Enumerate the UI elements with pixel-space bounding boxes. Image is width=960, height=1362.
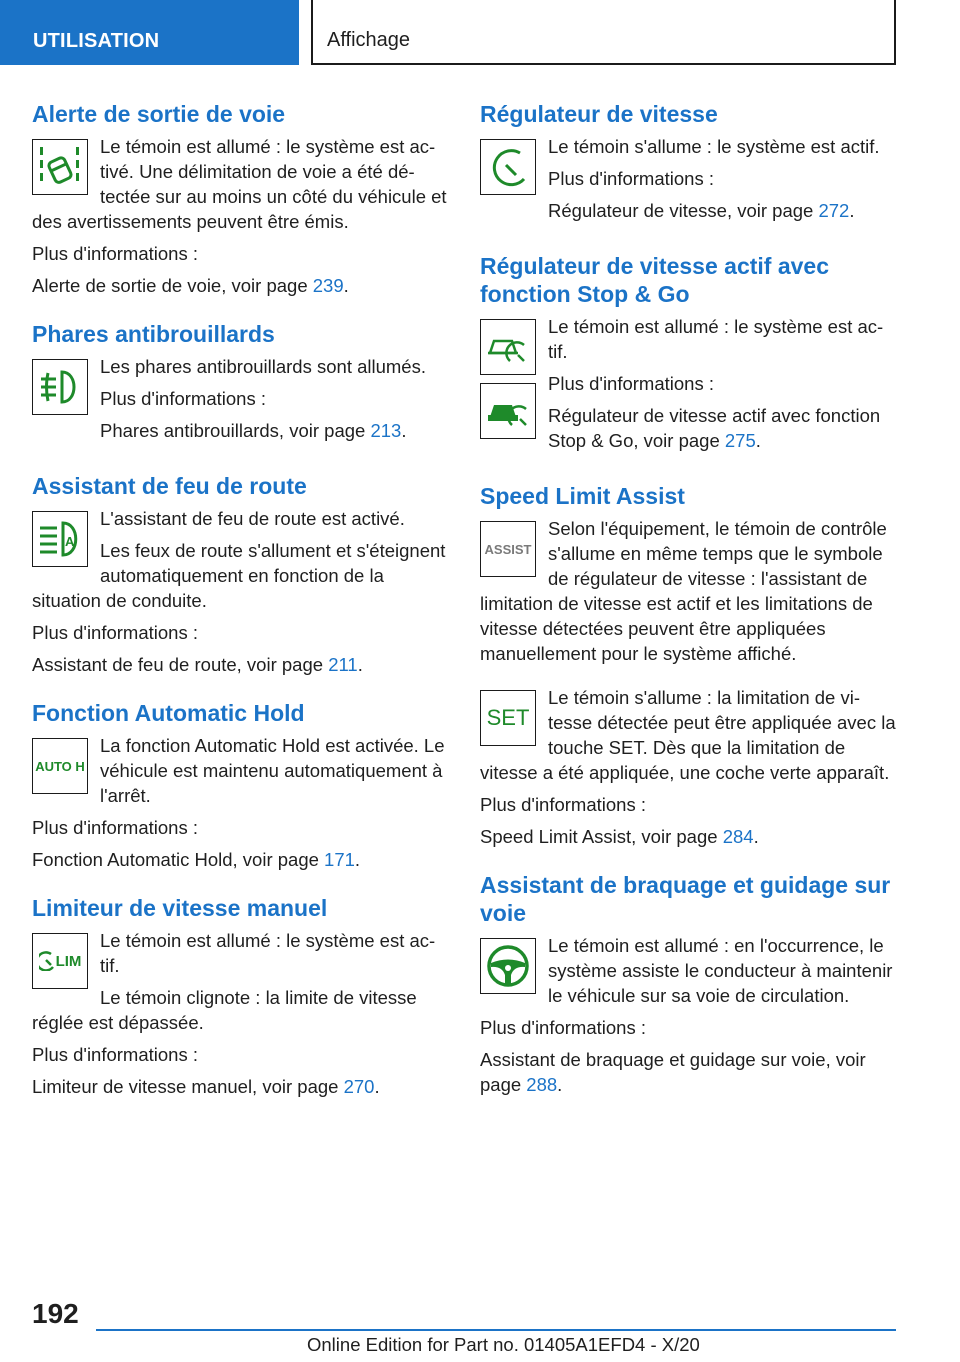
page-reference-text: Speed Limit Assist, voir page	[480, 826, 723, 847]
section-detail: Les feux de route s'allument et s'éteignent automatiquement en fonction de la situation de conduite.	[32, 540, 446, 611]
section-description: Les phares antibrouillards sont allumés.	[100, 356, 426, 377]
section-active-cruise-stop-go	[480, 252, 896, 460]
active-cruise-filled-icon	[480, 383, 536, 439]
right-column	[480, 100, 896, 1119]
section-automatic-hold	[32, 699, 448, 872]
page-link[interactable]: 275	[724, 430, 756, 451]
section-steering-lane-guidance	[480, 871, 896, 1097]
assist-icon-label: ASSIST	[484, 541, 532, 557]
auto-hold-icon	[32, 738, 88, 794]
speed-limiter-icon	[32, 933, 88, 989]
high-beam-assist-icon	[32, 511, 88, 567]
section-fog-lights	[32, 320, 448, 450]
section-title: Régulateur de vitesse	[480, 101, 718, 127]
section-title: Limiteur de vitesse manuel	[32, 895, 328, 921]
page-reference: Régulateur de vitesse, voir page 272.	[548, 200, 855, 221]
more-info-label: Plus d'informations :	[548, 168, 714, 189]
page-reference-text: Régulateur de vitesse, voir page	[548, 200, 819, 221]
section-description: Selon l'équipement, le témoin de contrôle s'allume en même temps que le symbole de régulateur de vitesse : l'assistant de limitation de vitesse est actif et les limitations de vitesse détectées peuvent être appliquées manuellement pour le système affiché.	[480, 518, 887, 664]
more-info-label: Plus d'informations :	[100, 388, 266, 409]
set-icon	[480, 690, 536, 746]
footer-divider	[96, 1329, 896, 1331]
page-link[interactable]: 211	[328, 654, 358, 675]
page-reference: Phares antibrouillards, voir page 213.	[100, 420, 407, 441]
active-cruise-outline-icon	[480, 319, 536, 375]
page-reference: Speed Limit Assist, voir page 284.	[480, 826, 759, 847]
more-info-label: Plus d'informations :	[548, 373, 714, 394]
section-title: Speed Limit Assist	[480, 483, 685, 509]
section-title: Alerte de sortie de voie	[32, 101, 286, 127]
left-column	[32, 100, 448, 1121]
page-reference: Limiteur de vitesse manuel, voir page 270.	[32, 1076, 380, 1097]
set-icon-label: SET	[486, 705, 530, 730]
page-reference-text: Limiteur de vitesse manuel, voir page	[32, 1076, 344, 1097]
more-info-label: Plus d'informations :	[480, 1017, 646, 1038]
section-description: L'assistant de feu de route est activé.	[100, 508, 405, 529]
section-description: Le témoin est allumé : le système est activé. Une délimitation de voie a été détectée sur au moins un côté du véhicule et des avertissements peuvent être émis.	[32, 136, 447, 232]
more-info-label: Plus d'informations :	[32, 817, 198, 838]
header-topic-label: Affichage	[327, 29, 411, 51]
section-cruise-control	[480, 100, 896, 230]
section-title: Régulateur de vitesse actif avec fonction Stop & Go	[480, 253, 829, 307]
page-reference-text: Assistant de feu de route, voir page	[32, 654, 329, 675]
page-reference-text: Assistant de braquage et guidage sur voie, voir page	[480, 1049, 866, 1095]
more-info-label: Plus d'informations :	[32, 622, 198, 643]
steering-wheel-icon	[480, 938, 536, 994]
page-link[interactable]: 288	[526, 1074, 558, 1095]
section-speed-limit-assist	[480, 482, 896, 849]
page-link[interactable]: 239	[312, 275, 344, 296]
section-title: Fonction Automatic Hold	[32, 700, 305, 726]
page-reference: Fonction Automatic Hold, voir page 171.	[32, 849, 361, 870]
page-link[interactable]: 171	[324, 849, 355, 870]
header-section-label: UTILISATION	[33, 30, 160, 52]
section-high-beam-assist	[32, 472, 448, 677]
section-detail: Le témoin clignote : la limite de vitesse réglée est dépassée.	[32, 987, 417, 1033]
page-reference-text: Fonction Automatic Hold, voir page	[32, 849, 325, 870]
section-detail: Le témoin s'allume : la limitation de vitesse détectée peut être appliquée avec la touche SET. Dès que la limitation de vitesse a été appliquée, une coche verte apparaît.	[480, 687, 896, 783]
section-description: Le témoin est allumé : en l'occurrence, le système assiste le conducteur à maintenir le véhicule sur sa voie de circulation.	[548, 935, 893, 1006]
lane-departure-icon	[32, 139, 88, 195]
auto-hold-icon-label: AUTO H	[35, 758, 85, 774]
section-description: Le témoin s'allume : le système est actif.	[548, 136, 880, 157]
section-description: Le témoin est allumé : le système est actif.	[100, 930, 436, 976]
page-link[interactable]: 284	[722, 826, 754, 847]
header-section-tab	[0, 0, 299, 65]
page-link[interactable]: 213	[370, 420, 402, 441]
page-reference: Assistant de feu de route, voir page 211.	[32, 654, 363, 675]
page-reference-text: Régulateur de vitesse actif avec fonction Stop & Go, voir page	[548, 405, 881, 451]
more-info-label: Plus d'informations :	[32, 243, 198, 264]
speed-limiter-icon-label: LIM	[55, 952, 82, 970]
page-reference-text: Phares antibrouillards, voir page	[100, 420, 371, 441]
assist-icon	[480, 521, 536, 577]
section-title: Assistant de braquage et guidage sur voie	[480, 872, 891, 926]
page-reference: Régulateur de vitesse actif avec fonction Stop & Go, voir page 275.	[548, 405, 881, 451]
more-info-label: Plus d'informations :	[32, 1044, 198, 1065]
page-link[interactable]: 272	[818, 200, 850, 221]
page-link[interactable]: 270	[343, 1076, 375, 1097]
cruise-control-icon	[480, 139, 536, 195]
section-description: Le témoin est allumé : le système est actif.	[548, 316, 884, 362]
section-lane-departure	[32, 100, 448, 298]
more-info-label: Plus d'informations :	[480, 794, 646, 815]
footer-edition: Online Edition for Part no. 01405A1EFD4 - X/20	[307, 1334, 700, 1355]
page-reference: Alerte de sortie de voie, voir page 239.	[32, 275, 349, 296]
page-number: 192	[32, 1298, 79, 1329]
header-topic-tab	[311, 0, 896, 65]
section-title: Phares antibrouillards	[32, 321, 275, 347]
section-description: La fonction Automatic Hold est activée. Le véhicule est maintenu automatiquement à l'arrêt.	[100, 735, 445, 806]
section-manual-speed-limiter	[32, 894, 448, 1099]
section-title: Assistant de feu de route	[32, 473, 307, 499]
svg-text:A: A	[65, 534, 75, 549]
page-reference-text: Alerte de sortie de voie, voir page	[32, 275, 313, 296]
front-fog-light-icon	[32, 359, 88, 415]
page-reference: Assistant de braquage et guidage sur voie, voir page 288.	[480, 1049, 866, 1095]
